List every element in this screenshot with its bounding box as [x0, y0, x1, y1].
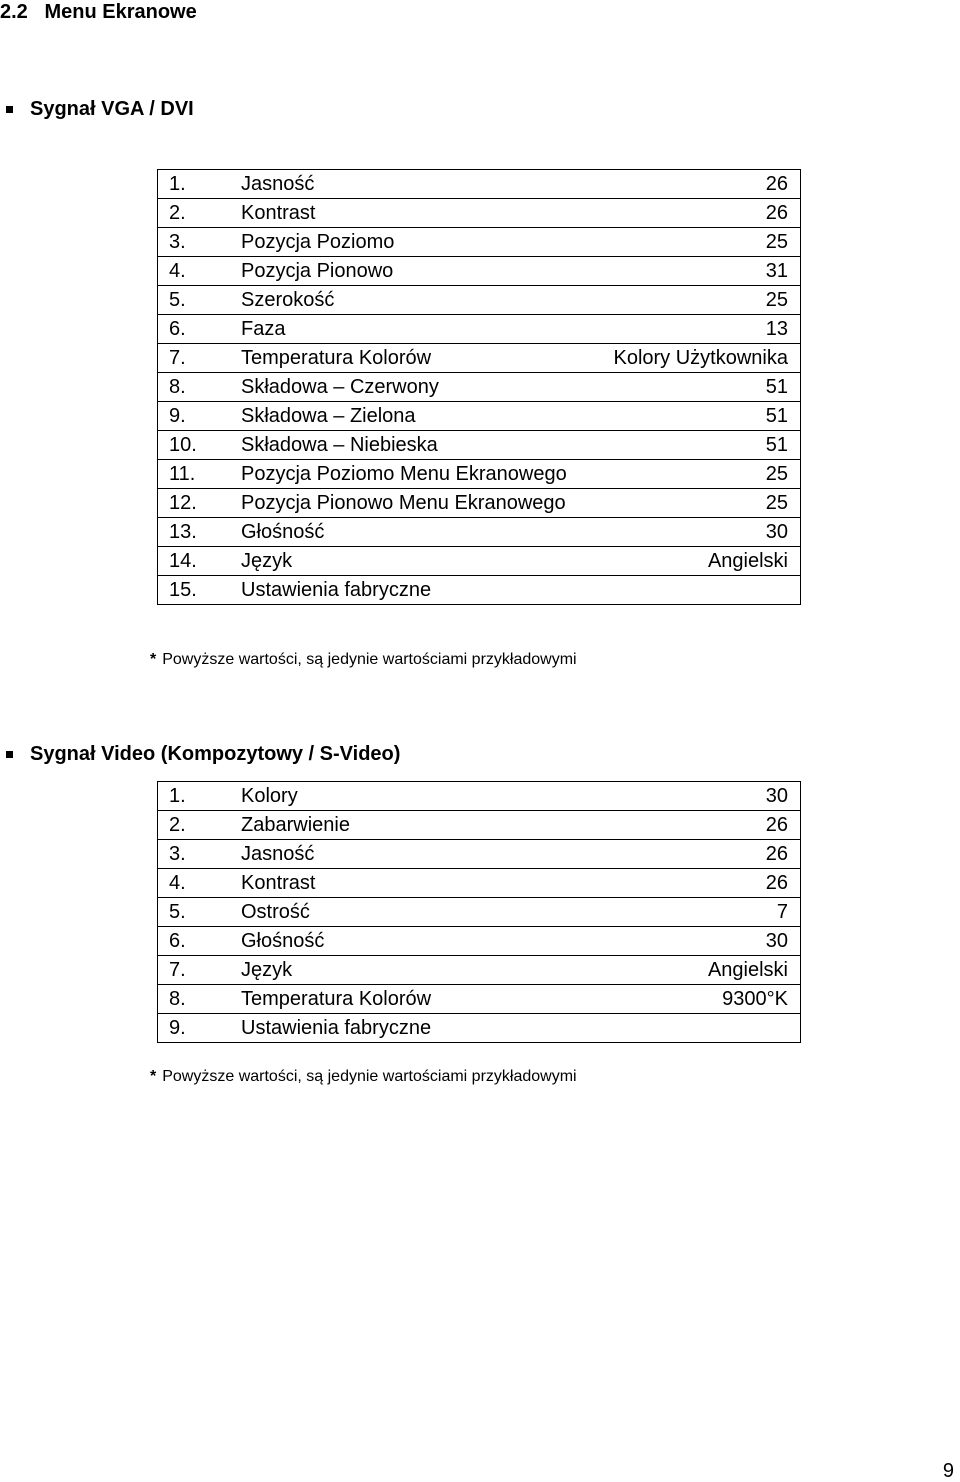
row-label: Kontrast [241, 869, 617, 898]
table-row [158, 257, 801, 286]
row-number: 15. [158, 576, 242, 605]
footnote-star: * [150, 651, 157, 668]
row-number: 1. [158, 782, 242, 811]
table-row [158, 547, 801, 576]
row-value: 13 [596, 315, 800, 344]
row-number: 2. [158, 199, 242, 228]
row-number: 9. [158, 402, 242, 431]
row-label: Pozycja Pionowo [241, 257, 596, 286]
row-label: Jasność [241, 840, 617, 869]
table-row [158, 927, 801, 956]
row-number: 6. [158, 315, 242, 344]
row-label: Pozycja Pionowo Menu Ekranowego [241, 489, 596, 518]
row-value: 26 [617, 869, 800, 898]
table-row [158, 460, 801, 489]
row-number: 1. [158, 170, 242, 199]
row-label: Pozycja Poziomo [241, 228, 596, 257]
row-value [617, 1014, 800, 1043]
row-number: 10. [158, 431, 242, 460]
footnote-star: * [150, 1068, 157, 1085]
table-row [158, 576, 801, 605]
table-row [158, 1014, 801, 1043]
row-label: Temperatura Kolorów [241, 344, 596, 373]
row-label: Ustawienia fabryczne [241, 576, 596, 605]
row-number: 3. [158, 840, 242, 869]
row-value: 26 [596, 170, 800, 199]
row-number: 9. [158, 1014, 242, 1043]
row-value: 26 [596, 199, 800, 228]
row-number: 5. [158, 286, 242, 315]
row-number: 7. [158, 956, 242, 985]
table-row [158, 170, 801, 199]
row-label: Składowa – Niebieska [241, 431, 596, 460]
row-label: Ostrość [241, 898, 617, 927]
table-row [158, 431, 801, 460]
table-row [158, 199, 801, 228]
video-heading-text: Sygnał Video (Kompozytowy / S-Video) [30, 743, 401, 765]
table-row [158, 840, 801, 869]
vga-heading-text: Sygnał VGA / DVI [30, 98, 194, 120]
table-row [158, 402, 801, 431]
table-row [158, 344, 801, 373]
video-menu-table [157, 781, 801, 1043]
row-number: 11. [158, 460, 242, 489]
row-number: 4. [158, 869, 242, 898]
row-label: Język [241, 547, 596, 576]
row-label: Kontrast [241, 199, 596, 228]
row-value: Kolory Użytkownika [596, 344, 800, 373]
row-number: 5. [158, 898, 242, 927]
row-number: 14. [158, 547, 242, 576]
row-number: 8. [158, 985, 242, 1014]
row-label: Głośność [241, 927, 617, 956]
table-row [158, 489, 801, 518]
row-label: Kolory [241, 782, 617, 811]
row-label: Język [241, 956, 617, 985]
video-heading [6, 742, 400, 766]
row-value: 30 [617, 782, 800, 811]
table-row [158, 811, 801, 840]
vga-menu-table [157, 169, 801, 605]
table-row [158, 869, 801, 898]
table-row [158, 315, 801, 344]
row-value: 25 [596, 286, 800, 315]
vga-footnote [150, 650, 577, 670]
row-label: Zabarwienie [241, 811, 617, 840]
table-row [158, 956, 801, 985]
row-value: 30 [617, 927, 800, 956]
row-value: 9300°K [617, 985, 800, 1014]
footnote-text: Powyższe wartości, są jedynie wartościami przykładowymi [162, 651, 577, 668]
table-row [158, 373, 801, 402]
row-number: 13. [158, 518, 242, 547]
row-value: Angielski [617, 956, 800, 985]
row-value: 25 [596, 228, 800, 257]
row-value: 51 [596, 431, 800, 460]
row-value: 31 [596, 257, 800, 286]
table-row [158, 985, 801, 1014]
table-row [158, 782, 801, 811]
row-number: 8. [158, 373, 242, 402]
row-label: Ustawienia fabryczne [241, 1014, 617, 1043]
table-row [158, 286, 801, 315]
table-row [158, 518, 801, 547]
section-number: 2.2 [0, 1, 28, 23]
row-value: 25 [596, 460, 800, 489]
bullet-square-icon [6, 106, 13, 113]
row-label: Faza [241, 315, 596, 344]
video-footnote [150, 1067, 577, 1087]
row-label: Składowa – Czerwony [241, 373, 596, 402]
row-number: 6. [158, 927, 242, 956]
row-number: 4. [158, 257, 242, 286]
row-value: 25 [596, 489, 800, 518]
row-label: Temperatura Kolorów [241, 985, 617, 1014]
row-value: 51 [596, 373, 800, 402]
row-label: Głośność [241, 518, 596, 547]
row-value: 26 [617, 811, 800, 840]
bullet-square-icon [6, 751, 13, 758]
row-label: Składowa – Zielona [241, 402, 596, 431]
section-title: Menu Ekranowe [44, 1, 197, 23]
row-number: 12. [158, 489, 242, 518]
row-number: 3. [158, 228, 242, 257]
table-row [158, 898, 801, 927]
row-value: Angielski [596, 547, 800, 576]
row-value: 51 [596, 402, 800, 431]
row-value: 7 [617, 898, 800, 927]
row-number: 2. [158, 811, 242, 840]
row-value: 30 [596, 518, 800, 547]
row-value [596, 576, 800, 605]
row-label: Szerokość [241, 286, 596, 315]
table-row [158, 228, 801, 257]
row-value: 26 [617, 840, 800, 869]
row-label: Jasność [241, 170, 596, 199]
footnote-text: Powyższe wartości, są jedynie wartościami przykładowymi [162, 1068, 577, 1085]
row-number: 7. [158, 344, 242, 373]
row-label: Pozycja Poziomo Menu Ekranowego [241, 460, 596, 489]
vga-heading [6, 97, 194, 121]
page-number: 9 [942, 1460, 954, 1482]
section-heading [0, 0, 197, 24]
